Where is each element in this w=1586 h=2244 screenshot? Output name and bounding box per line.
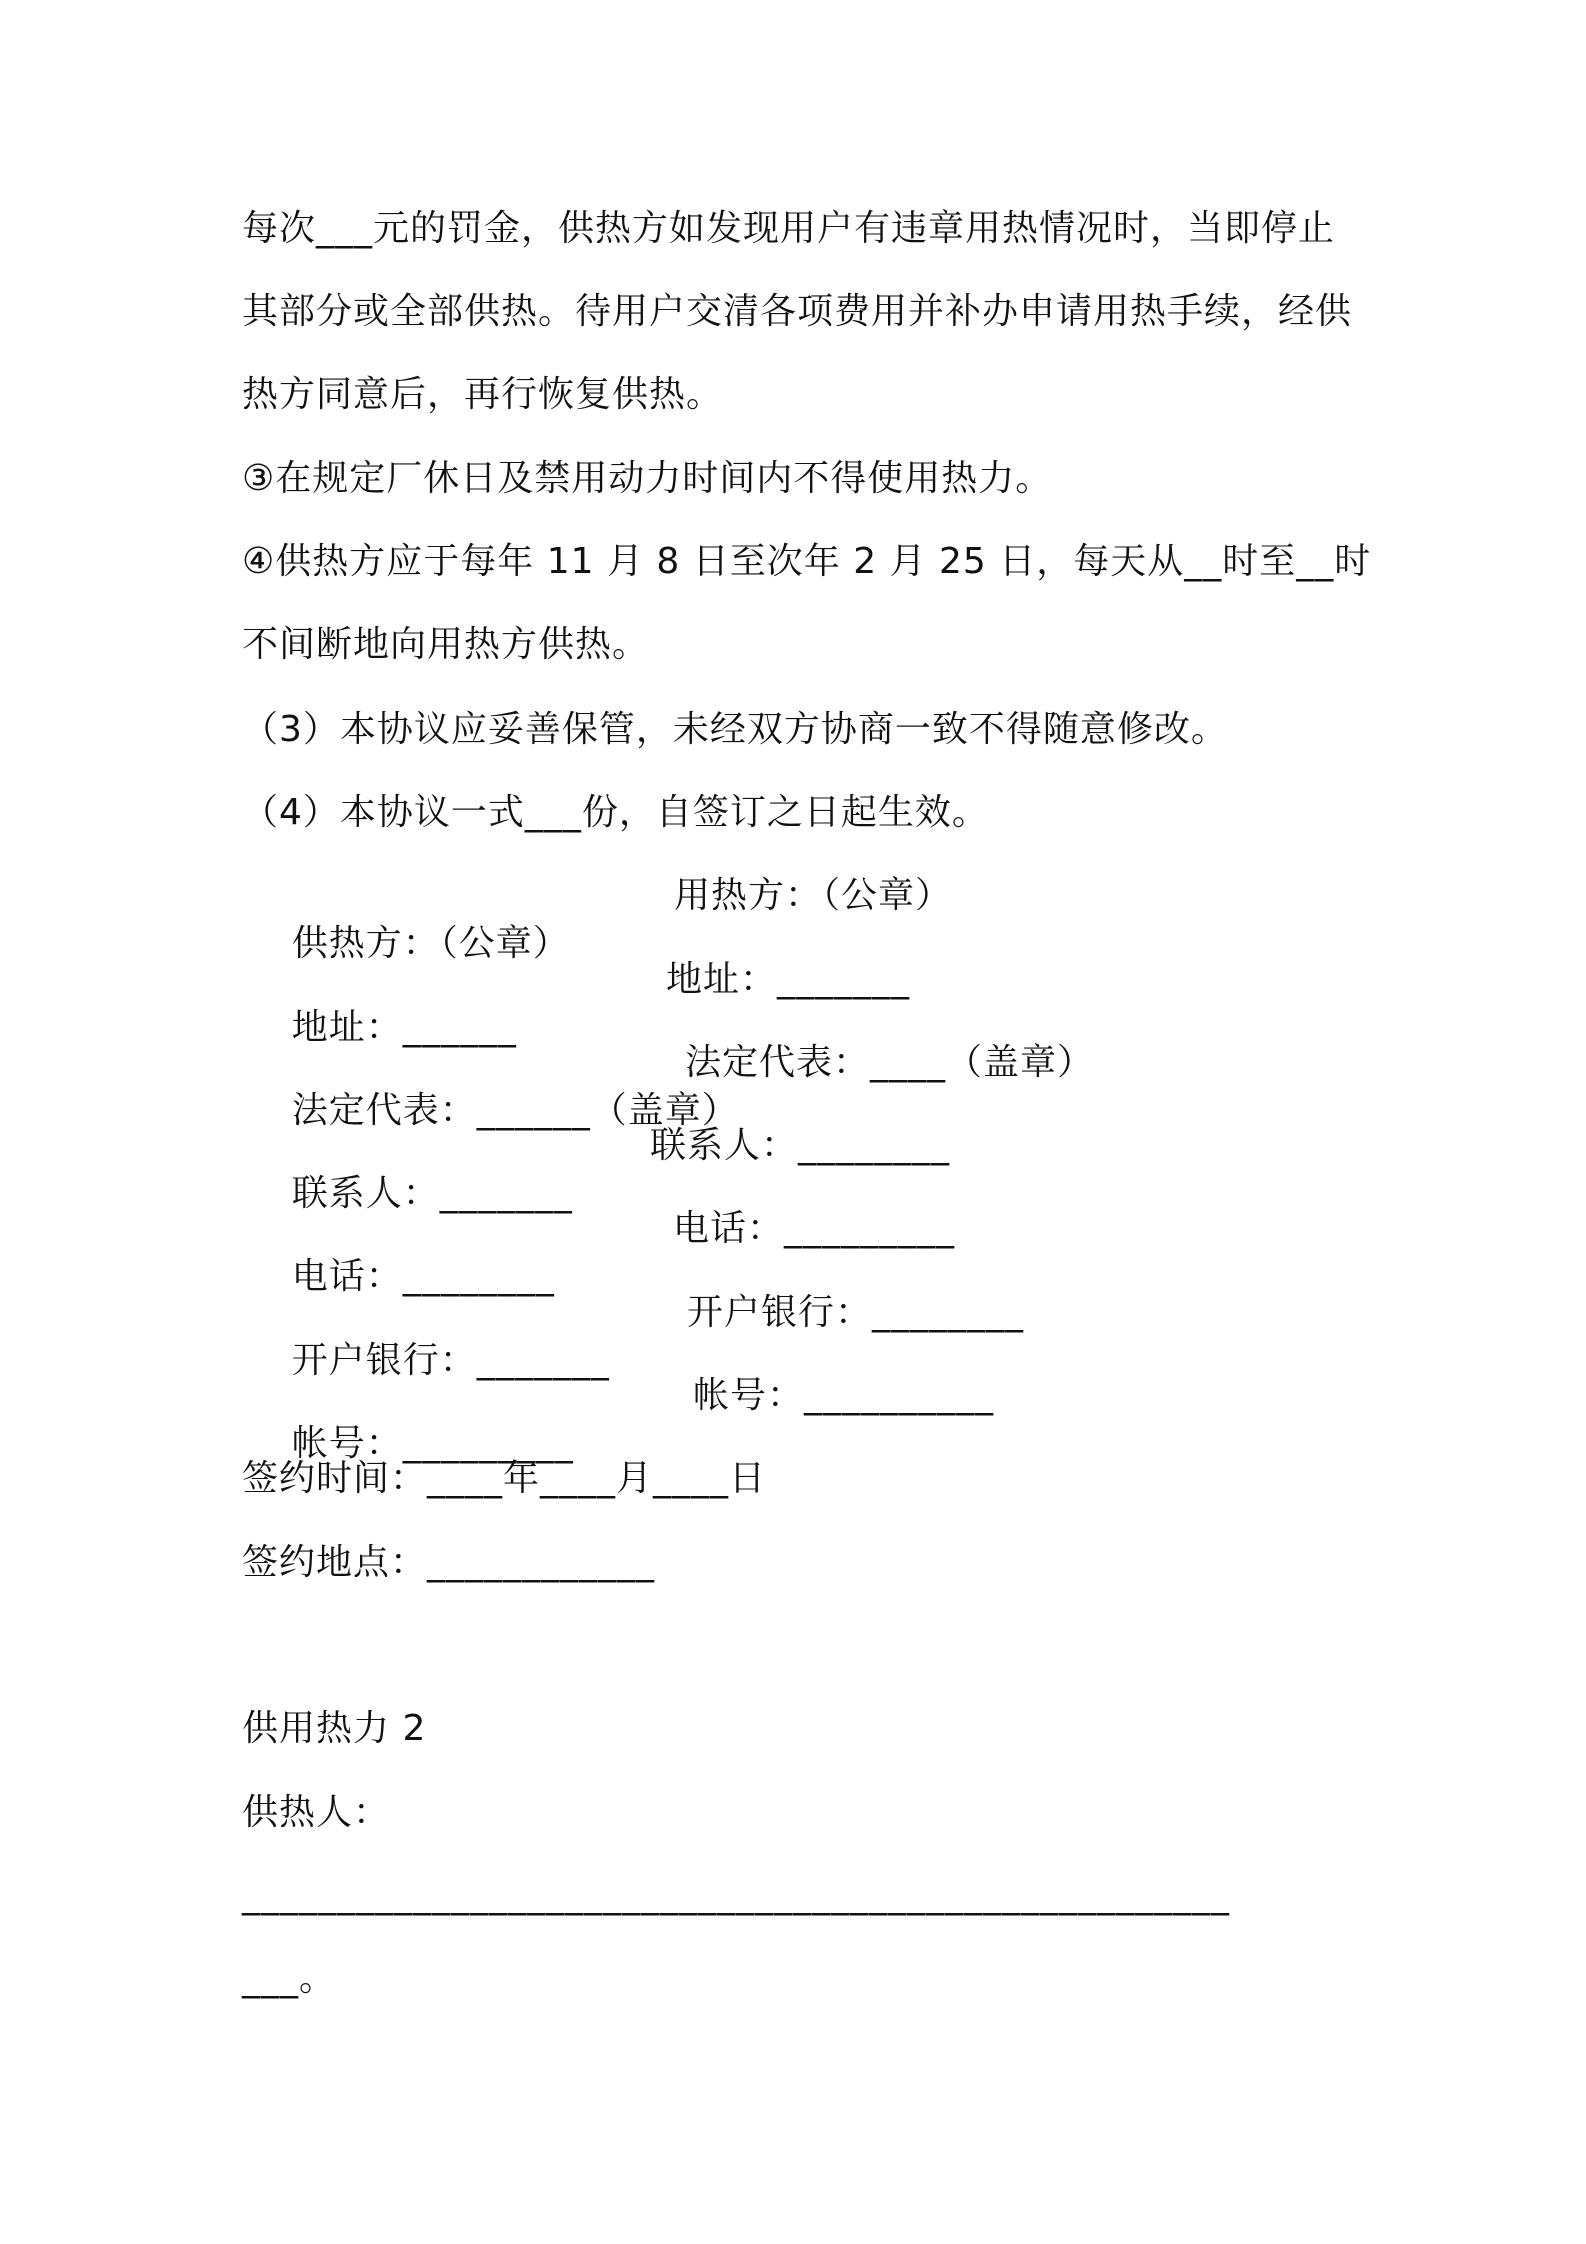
user-address-field: 地址：_______ <box>666 959 911 1000</box>
supplier-blank-line: ____________________________________________________ <box>242 1875 1230 1916</box>
signature-bank-row <box>242 1289 1025 1381</box>
item-4-copies: （4）本协议一式___份，自签订之日起生效。 <box>242 792 989 833</box>
supplier-bank-field: 开户银行：_______ <box>291 1340 610 1381</box>
supplier-contact-field: 联系人：_______ <box>291 1173 573 1214</box>
signature-seal-row <box>242 872 953 964</box>
paragraph-penalty: 每次___元的罚金，供热方如发现用户有违章用热情况时，当即停止 <box>242 208 1336 249</box>
signature-address-row <box>242 956 911 1048</box>
supplier-account-field: 帐号：_________ <box>291 1423 574 1464</box>
item-3-safekeeping: （3）本协议应妥善保管，未经双方协商一致不得随意修改。 <box>242 709 1228 750</box>
supplier-label: 供热人： <box>242 1792 391 1833</box>
paragraph-resume: 热方同意后，再行恢复供热。 <box>242 374 724 415</box>
signature-account-row <box>242 1372 995 1464</box>
signature-contact-row <box>242 1122 951 1214</box>
user-phone-field: 电话：_________ <box>673 1208 956 1249</box>
supplier-phone-field: 电话：________ <box>291 1256 555 1297</box>
paragraph-partial-supply: 其部分或全部供热。待用户交清各项费用并补办申请用热手续，经供 <box>242 291 1353 332</box>
user-bank-field: 开户银行：________ <box>687 1292 1025 1333</box>
clause-4-heating-period: ④供热方应于每年 11 月 8 日至次年 2 月 25 日，每天从__时至__时 <box>242 541 1372 582</box>
supplier-legal-rep-field: 法定代表：______（盖章） <box>291 1090 739 1131</box>
sign-date-field: 签约时间：____年____月____日 <box>242 1458 767 1499</box>
signature-legal-rep-row <box>242 1039 1095 1131</box>
user-legal-rep-field: 法定代表：____（盖章） <box>685 1042 1095 1083</box>
supplier-blank-end: ___。 <box>242 1958 337 1999</box>
user-account-field: 帐号：__________ <box>693 1375 995 1416</box>
supplier-seal-label: 供热方：（公章） <box>291 923 570 964</box>
sign-place-field: 签约地点：____________ <box>242 1542 656 1583</box>
supplier-address-field: 地址：______ <box>291 1007 517 1048</box>
user-contact-field: 联系人：________ <box>650 1125 951 1166</box>
user-seal-label: 用热方：（公章） <box>674 875 953 916</box>
clause-4-continuous: 不间断地向用热方供热。 <box>242 624 650 665</box>
signature-phone-row <box>242 1205 956 1297</box>
clause-3-holidays: ③在规定厂休日及禁用动力时间内不得使用热力。 <box>242 458 1053 499</box>
section-2-title: 供用热力 2 <box>242 1708 427 1749</box>
